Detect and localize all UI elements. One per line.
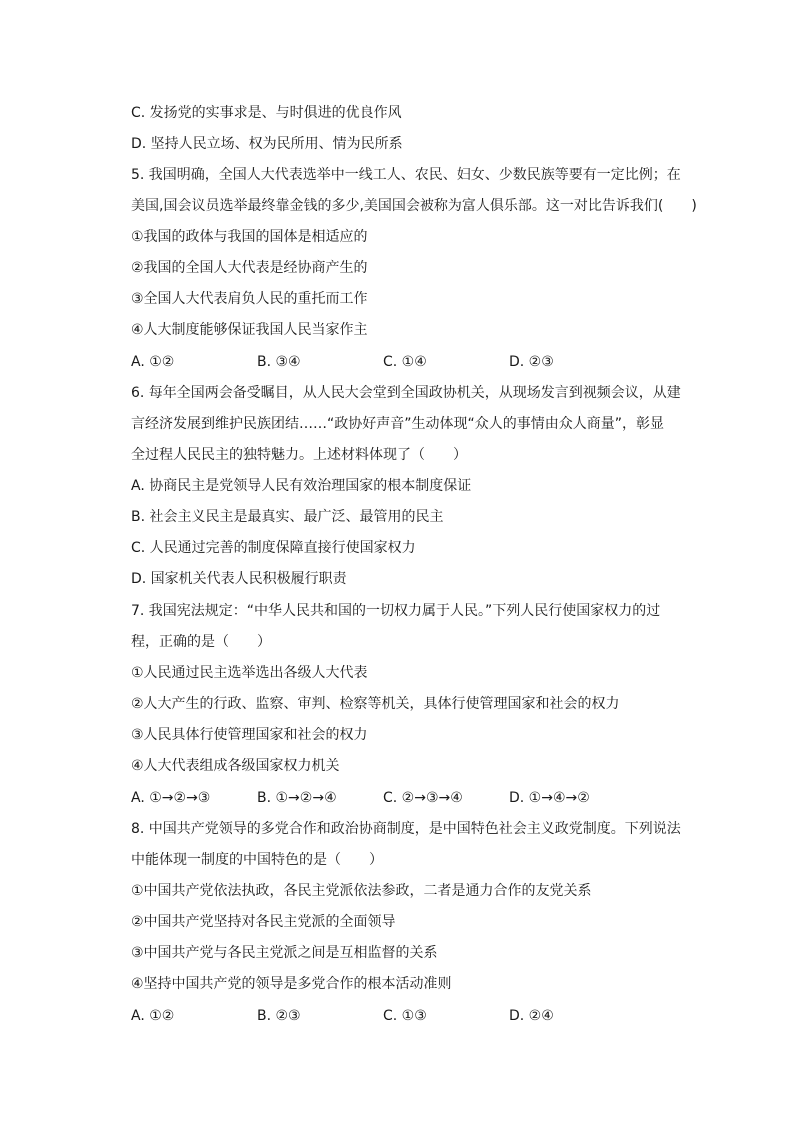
q8-statement-3: ③中国共产党与各民主党派之间是互相监督的关系 (131, 945, 438, 961)
q5-options (131, 352, 691, 372)
q8-options (131, 1006, 691, 1026)
q7-statement-3: ③人民具体行使管理国家和社会的权力 (131, 727, 368, 743)
q7-option-d: D. ①→④→② (509, 790, 590, 806)
q7-statement-4: ④人大代表组成各级国家权力机关 (131, 758, 340, 774)
q6-option-b: B. 社会主义民主是最真实、最广泛、最管用的民主 (131, 509, 444, 525)
q8-statement-4: ④坚持中国共产党的领导是多党合作的根本活动准则 (131, 976, 452, 992)
q7-statement-1: ①人民通过民主选举选出各级人大代表 (131, 665, 368, 681)
q5-statement-1: ①我国的政体与我国的国体是相适应的 (131, 229, 368, 245)
q7-option-a: A. ①→②→③ (131, 790, 211, 806)
q5-stem-line-1: 5. 我国明确，全国人大代表选举中一线工人、农民、妇女、少数民族等要有一定比例；在 (131, 167, 681, 183)
q7-options (131, 788, 691, 808)
q7-option-b: B. ①→②→④ (257, 790, 337, 806)
q8-option-c: C. ①③ (383, 1008, 427, 1024)
q8-stem-line-2: 中能体现一制度的中国特色的是（ ） (131, 852, 383, 868)
q5-stem-line-2: 美国,国会议员选举最终靠金钱的多少,美国国会被称为富人俱乐部。这一对比告诉我们( ) (131, 198, 697, 214)
q5-statement-3: ③全国人大代表肩负人民的重托而工作 (131, 291, 368, 307)
q6-stem-line-2: 言经济发展到维护民族团结……“政协好声音”生动体现“众人的事情由众人商量”，彰显 (131, 416, 665, 432)
q7-option-c: C. ②→③→④ (383, 790, 463, 806)
q6-stem-line-3: 全过程人民民主的独特魅力。上述材料体现了（ ） (131, 447, 467, 463)
q6-option-d: D. 国家机关代表人民积极履行职责 (131, 571, 347, 587)
q4-option-d: D. 坚持人民立场、权为民所用、情为民所系 (131, 136, 403, 152)
q8-option-d: D. ②④ (509, 1008, 554, 1024)
q5-option-a: A. ①② (131, 354, 175, 370)
q5-statement-2: ②我国的全国人大代表是经协商产生的 (131, 260, 368, 276)
q8-option-b: B. ②③ (257, 1008, 301, 1024)
q5-option-b: B. ③④ (257, 354, 301, 370)
q5-statement-4: ④人大制度能够保证我国人民当家作主 (131, 322, 368, 338)
q8-stem-line-1: 8. 中国共产党领导的多党合作和政治协商制度，是中国特色社会主义政党制度。下列说法 (131, 821, 681, 837)
q8-statement-2: ②中国共产党坚持对各民主党派的全面领导 (131, 914, 396, 930)
q7-stem-line-2: 程，正确的是（ ） (131, 634, 271, 650)
q5-option-c: C. ①④ (383, 354, 427, 370)
q5-option-d: D. ②③ (509, 354, 554, 370)
q7-statement-2: ②人大产生的行政、监察、审判、检察等机关，具体行使管理国家和社会的权力 (131, 696, 620, 712)
q7-stem-line-1: 7. 我国宪法规定：“中华人民共和国的一切权力属于人民。”下列人民行使国家权力的过 (131, 603, 661, 619)
q4-option-c: C. 发扬党的实事求是、与时俱进的优良作风 (131, 105, 402, 121)
q8-option-a: A. ①② (131, 1008, 175, 1024)
q8-statement-1: ①中国共产党依法执政，各民主党派依法参政，二者是通力合作的友党关系 (131, 883, 592, 899)
q6-option-a: A. 协商民主是党领导人民有效治理国家的根本制度保证 (131, 478, 472, 494)
q6-option-c: C. 人民通过完善的制度保障直接行使国家权力 (131, 540, 416, 556)
q6-stem-line-1: 6. 每年全国两会备受瞩目，从人民大会堂到全国政协机关，从现场发言到视频会议，从建 (131, 385, 681, 401)
